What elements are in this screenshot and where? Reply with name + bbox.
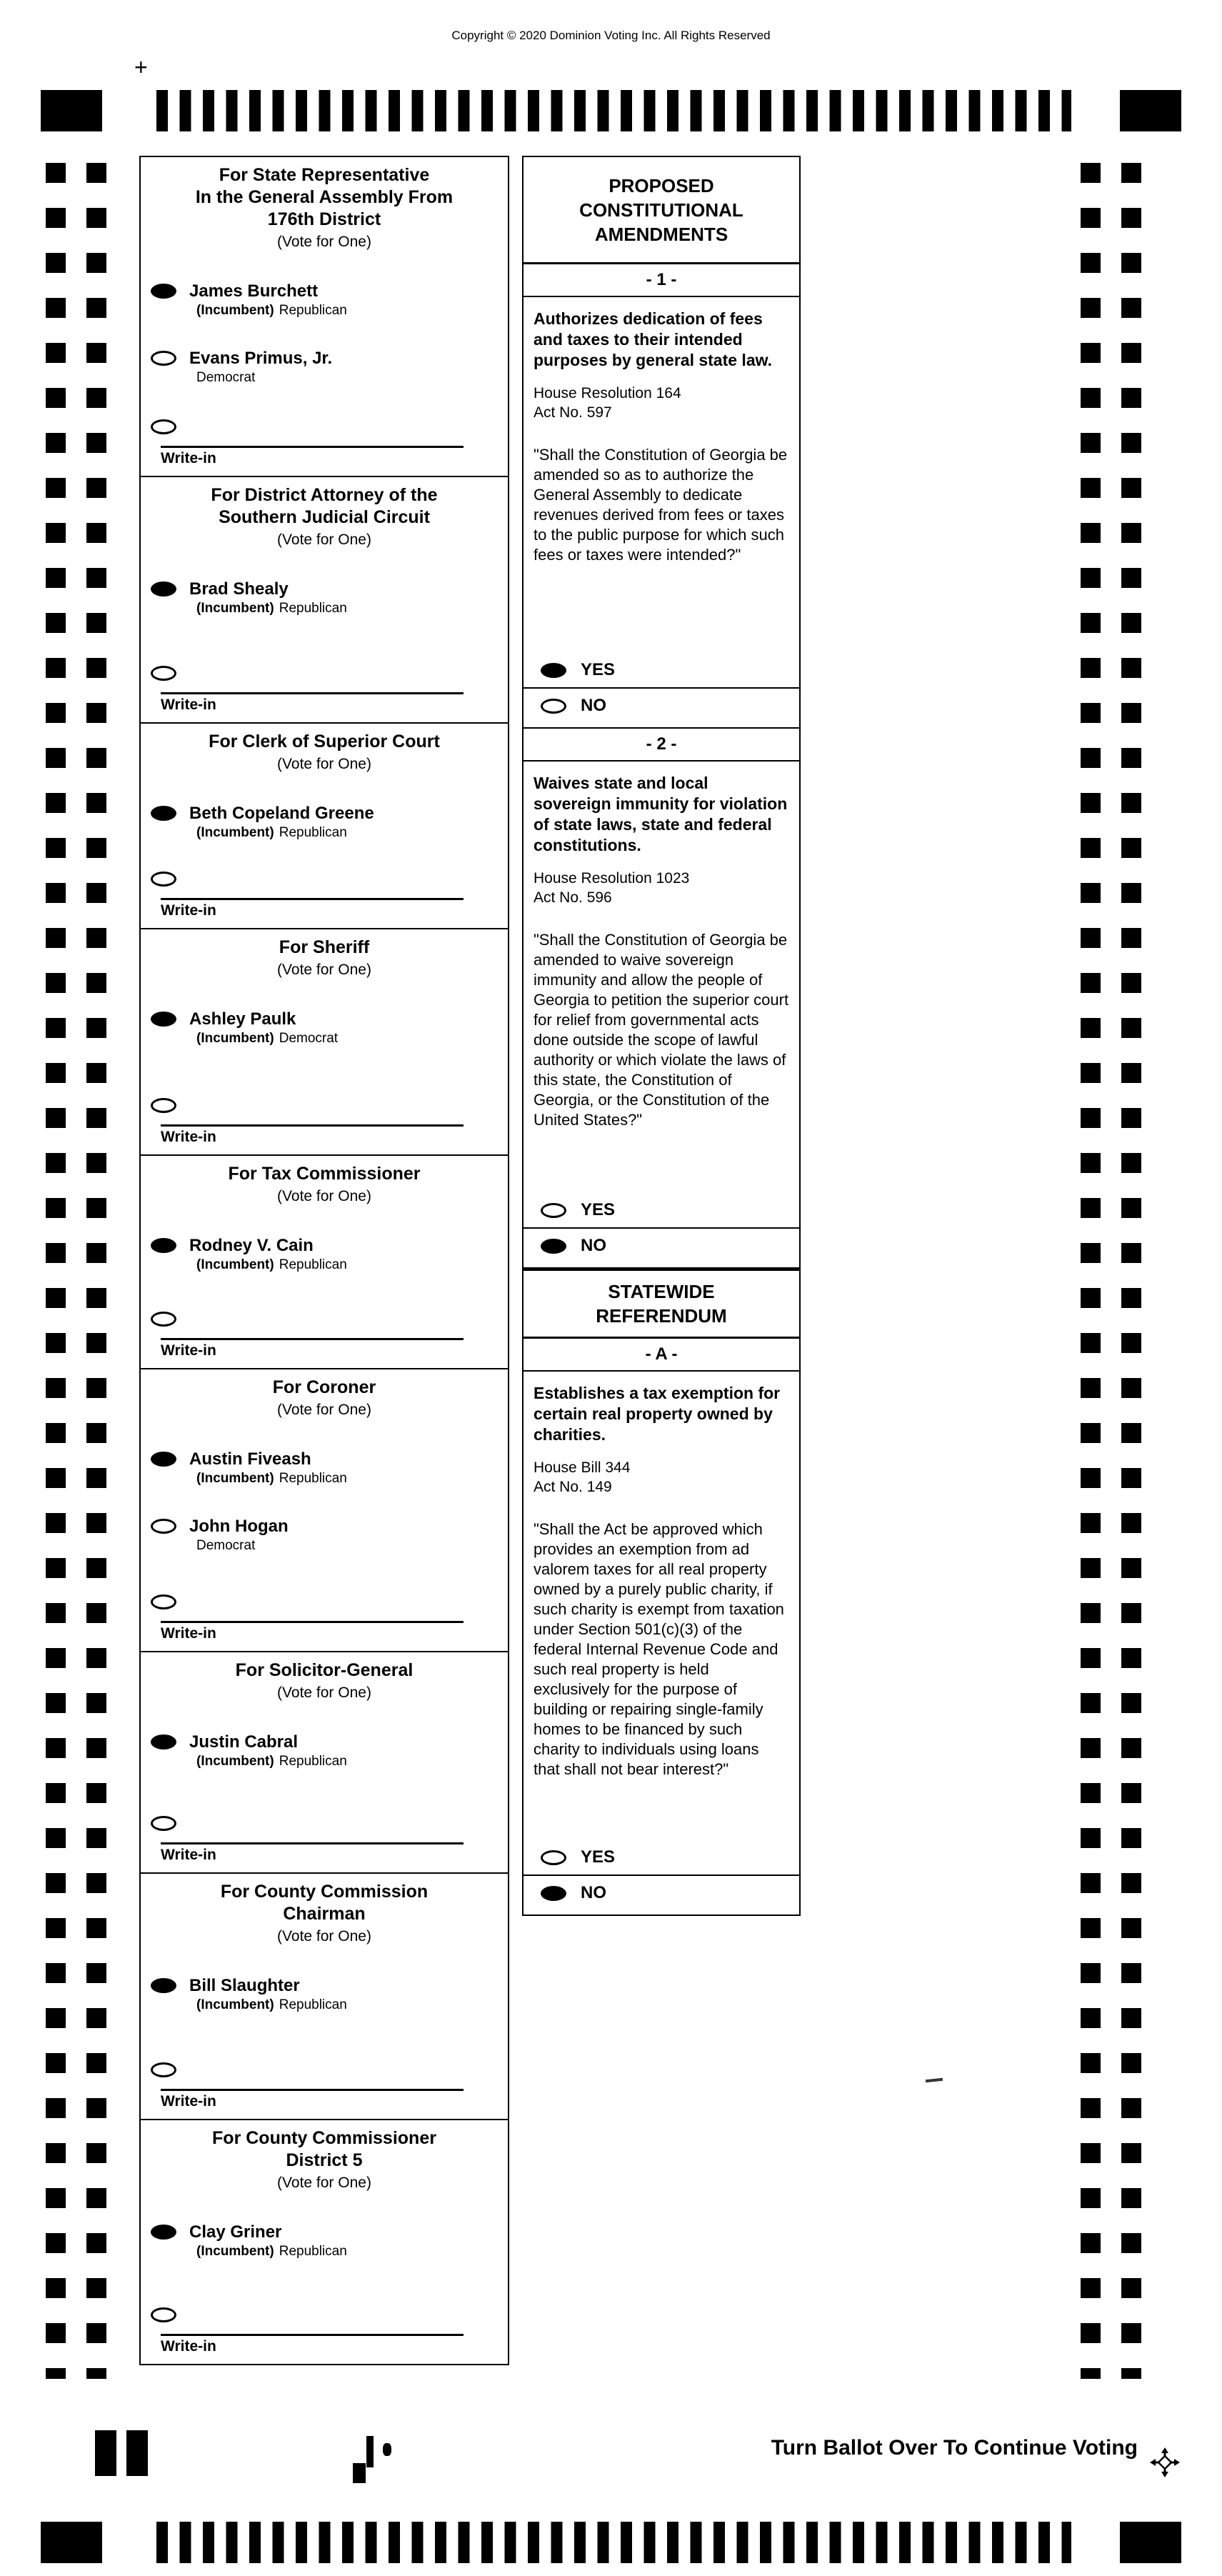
candidate-detail — [189, 1257, 347, 1273]
writein-vote-bubble[interactable] — [151, 1098, 176, 1113]
measure-options — [524, 1193, 799, 1267]
writein-area — [141, 644, 508, 717]
contest-title-line: Southern Judicial Circuit — [219, 507, 430, 527]
timing-bars-bottom — [156, 2522, 1071, 2563]
vote-for-instruction: (Vote for One) — [277, 2175, 371, 2191]
candidate-detail — [189, 1997, 347, 2013]
candidate-info — [189, 281, 347, 319]
contest-title-line: In the General Assembly From — [195, 187, 454, 207]
writein-line[interactable] — [161, 898, 464, 900]
party-label: Democrat — [279, 1031, 339, 1046]
measure-number: - 2 - — [524, 729, 799, 762]
writein-line[interactable] — [161, 1621, 464, 1623]
contest-title-line: For County Commissioner — [212, 2128, 436, 2148]
yes-label: YES — [581, 1200, 616, 1219]
candidate-name: Brad Shealy — [189, 579, 289, 599]
party-label: Republican — [279, 1257, 347, 1272]
vote-for-instruction: (Vote for One) — [277, 1928, 371, 1945]
party-label: Republican — [279, 1471, 347, 1486]
writein-vote-bubble[interactable] — [151, 419, 176, 434]
filled-vote-bubble[interactable] — [541, 1239, 566, 1254]
timing-bars-top — [156, 90, 1071, 131]
incumbent-label: (Incumbent) — [196, 1031, 274, 1046]
contest-section — [141, 1369, 508, 1652]
filled-vote-bubble[interactable] — [151, 806, 176, 821]
timing-marks-top — [41, 90, 1181, 131]
measure-section — [524, 264, 799, 729]
contest-title-line: Chairman — [283, 1904, 366, 1924]
registration-plus-mark: + — [134, 54, 148, 80]
measure-number: - 1 - — [524, 264, 799, 297]
writein-label: Write-in — [161, 2093, 216, 2110]
candidate-row — [141, 1236, 508, 1273]
writein-vote-bubble[interactable] — [151, 1312, 176, 1327]
footer-instruction: Turn Ballot Over To Continue Voting — [771, 2436, 1138, 2460]
candidate-row — [141, 1009, 508, 1047]
writein-area — [141, 1077, 508, 1149]
writein-area — [141, 1573, 508, 1645]
writein-label: Write-in — [161, 1625, 216, 1642]
party-label: Democrat — [196, 370, 256, 385]
filled-vote-bubble[interactable] — [151, 1012, 176, 1027]
measure-header-line: STATEWIDE — [608, 1281, 715, 1302]
copyright-text: Copyright © 2020 Dominion Voting Inc. All Rights Reserved — [451, 29, 771, 42]
measure-summary: Establishes a tax exemption for certain real property owned by charities. — [534, 1384, 781, 1444]
vote-for-instruction: (Vote for One) — [277, 756, 371, 772]
incumbent-label: (Incumbent) — [196, 303, 274, 318]
contest-title-line: For District Attorney of the — [211, 485, 438, 505]
candidate-info — [189, 1449, 347, 1487]
party-label: Republican — [279, 825, 347, 840]
timing-corner-block-top-left — [41, 90, 102, 131]
no-label: NO — [581, 1883, 606, 1902]
contest-section — [141, 477, 508, 724]
writein-area — [141, 850, 508, 922]
writein-area — [141, 398, 508, 470]
empty-vote-bubble[interactable] — [541, 1203, 566, 1218]
candidate-name: Austin Fiveash — [189, 1449, 311, 1469]
writein-vote-bubble[interactable] — [151, 2307, 176, 2322]
contest-section — [141, 1156, 508, 1369]
contest-section — [141, 2120, 508, 2364]
measure-question: "Shall the Constitution of Georgia be amended so as to authorize the General Assembly to dedicate revenues derived from fees or taxes to the public purpose for which such fees or taxes were intended?" — [534, 446, 788, 564]
print-artifact-mark — [366, 2436, 374, 2467]
writein-label: Write-in — [161, 697, 216, 713]
vote-for-instruction: (Vote for One) — [277, 1684, 371, 1701]
filled-vote-bubble[interactable] — [151, 581, 176, 596]
timing-marks-left-outer — [46, 163, 66, 2379]
candidate-row — [141, 579, 508, 616]
filled-vote-bubble[interactable] — [151, 284, 176, 299]
contest-section — [141, 1652, 508, 1874]
no-option-row — [524, 1876, 799, 1910]
filled-vote-bubble[interactable] — [151, 1978, 176, 1993]
incumbent-label: (Incumbent) — [196, 2244, 274, 2259]
writein-line[interactable] — [161, 2334, 464, 2336]
measure-header-line: AMENDMENTS — [594, 223, 728, 245]
measures-column — [522, 156, 801, 1916]
empty-vote-bubble[interactable] — [541, 1850, 566, 1865]
candidate-row — [141, 1517, 508, 1554]
measure-reference: Act No. 597 — [534, 404, 612, 421]
timing-corner-block-top-right — [1120, 90, 1181, 131]
measure-section — [524, 1339, 799, 1914]
contest-title-line: For State Representative — [219, 165, 430, 185]
no-label: NO — [581, 1236, 606, 1255]
contest-title-line: District 5 — [286, 2150, 363, 2170]
party-label: Republican — [279, 2244, 347, 2259]
candidate-detail — [189, 600, 347, 616]
incumbent-label: (Incumbent) — [196, 1257, 274, 1272]
measure-group-header — [524, 1269, 799, 1339]
filled-vote-bubble[interactable] — [541, 1886, 566, 1901]
stray-scan-mark — [926, 2078, 943, 2082]
party-label: Republican — [279, 1754, 347, 1769]
candidate-detail — [189, 2243, 347, 2260]
contest-section — [141, 1874, 508, 2120]
candidate-name: Evans Primus, Jr. — [189, 349, 333, 368]
no-option-row — [524, 689, 799, 723]
contest-title-line: For Coroner — [272, 1377, 376, 1397]
writein-area — [141, 2286, 508, 2358]
writein-label: Write-in — [161, 1342, 216, 1359]
filled-vote-bubble[interactable] — [151, 2225, 176, 2240]
party-label: Republican — [279, 1997, 347, 2012]
writein-label: Write-in — [161, 1129, 216, 1145]
writein-vote-bubble[interactable] — [151, 2062, 176, 2077]
yes-option-row — [524, 653, 799, 687]
measure-reference: Act No. 596 — [534, 889, 612, 906]
candidate-name: James Burchett — [189, 281, 319, 301]
candidate-info — [189, 804, 374, 841]
measure-number: - A - — [524, 1339, 799, 1372]
yes-option-row — [524, 1193, 799, 1227]
print-artifact-bar — [126, 2430, 148, 2476]
candidate-row — [141, 2222, 508, 2260]
measure-options — [524, 1840, 799, 1914]
writein-line[interactable] — [161, 1842, 464, 1844]
vote-for-instruction: (Vote for One) — [277, 531, 371, 548]
timing-marks-right-outer — [1121, 163, 1141, 2379]
print-artifact-mark — [353, 2463, 366, 2483]
measure-header-line: PROPOSED — [609, 174, 714, 196]
candidate-row — [141, 1732, 508, 1769]
measure-section — [524, 729, 799, 1269]
writein-label: Write-in — [161, 902, 216, 919]
candidate-info — [189, 1009, 338, 1047]
candidate-detail — [189, 1537, 289, 1554]
party-label: Republican — [279, 303, 347, 318]
writein-label: Write-in — [161, 1847, 216, 1863]
timing-marks-left-inner — [86, 163, 106, 2379]
timing-marks-right-inner — [1081, 163, 1101, 2379]
candidate-info — [189, 1976, 347, 2013]
no-label: NO — [581, 696, 606, 715]
incumbent-label: (Incumbent) — [196, 1997, 274, 2012]
measure-group-header — [524, 157, 799, 264]
measure-header-line: REFERENDUM — [596, 1305, 727, 1327]
candidate-info — [189, 349, 332, 386]
vote-for-instruction: (Vote for One) — [277, 1402, 371, 1418]
contest-section — [141, 929, 508, 1156]
vote-for-instruction: (Vote for One) — [277, 234, 371, 250]
yes-label: YES — [581, 1847, 616, 1867]
contest-section — [141, 157, 508, 477]
incumbent-label: (Incumbent) — [196, 1754, 274, 1769]
writein-vote-bubble[interactable] — [151, 872, 176, 887]
party-label: Democrat — [196, 1538, 256, 1553]
candidate-info — [189, 579, 347, 616]
crosshair-registration-icon — [1148, 2446, 1181, 2479]
contest-title-line: For Sheriff — [279, 937, 370, 957]
filled-vote-bubble[interactable] — [541, 663, 566, 678]
measure-reference: House Bill 344 — [534, 1459, 631, 1476]
incumbent-label: (Incumbent) — [196, 825, 274, 840]
print-artifact-mark — [383, 2443, 391, 2456]
measure-reference: Act No. 149 — [534, 1479, 612, 1495]
print-artifact-bar — [95, 2430, 116, 2476]
measure-question: "Shall the Act be approved which provides an exemption from ad valorem taxes for all real property owned by a purely public charity, if such charity is exempt from taxation under Section 501(c)(3) of the federal Internal Revenue Code and such real property is held exclusively for the purpose of building or repairing single-family homes to be financed by such charity to individuals using loans that shall not bear interest?" — [534, 1520, 784, 1778]
timing-marks-bottom — [41, 2522, 1181, 2563]
no-option-row — [524, 1229, 799, 1263]
candidate-detail — [189, 369, 332, 386]
contest-title-line: For Clerk of Superior Court — [209, 732, 440, 752]
writein-line[interactable] — [161, 1124, 464, 1127]
candidate-info — [189, 1517, 289, 1554]
candidate-row — [141, 1449, 508, 1487]
contest-title-line: 176th District — [267, 209, 381, 229]
incumbent-label: (Incumbent) — [196, 601, 274, 616]
writein-label: Write-in — [161, 450, 216, 466]
writein-label: Write-in — [161, 2338, 216, 2355]
candidate-row — [141, 1976, 508, 2013]
writein-vote-bubble[interactable] — [151, 1816, 176, 1831]
candidate-name: Bill Slaughter — [189, 1976, 300, 1995]
contest-title-line: For Tax Commissioner — [228, 1164, 421, 1184]
filled-vote-bubble[interactable] — [151, 1734, 176, 1749]
candidate-info — [189, 1236, 347, 1273]
candidate-detail — [189, 1753, 347, 1769]
candidate-detail — [189, 824, 374, 841]
candidate-info — [189, 1732, 347, 1769]
contest-section — [141, 724, 508, 929]
yes-option-row — [524, 1840, 799, 1874]
writein-area — [141, 1794, 508, 1867]
candidate-detail — [189, 1470, 347, 1487]
candidate-detail — [189, 302, 347, 319]
incumbent-label: (Incumbent) — [196, 1471, 274, 1486]
candidate-name: Clay Griner — [189, 2222, 282, 2242]
measure-question: "Shall the Constitution of Georgia be amended to waive sovereign immunity and allow the people of Georgia to petition the superior court for relief from governmental acts done outside the scope of lawful authority or which violate the laws of this state, the Constitution of Georgia, or the Constitution of the United States?" — [534, 931, 789, 1129]
writein-line[interactable] — [161, 2089, 464, 2091]
writein-line[interactable] — [161, 692, 464, 694]
yes-label: YES — [581, 660, 616, 679]
writein-line[interactable] — [161, 446, 464, 448]
candidate-detail — [189, 1030, 338, 1047]
candidate-row — [141, 804, 508, 841]
writein-area — [141, 2041, 508, 2113]
vote-for-instruction: (Vote for One) — [277, 1188, 371, 1204]
candidate-row — [141, 281, 508, 319]
filled-vote-bubble[interactable] — [151, 1452, 176, 1467]
empty-vote-bubble[interactable] — [151, 351, 176, 366]
vote-for-instruction: (Vote for One) — [277, 962, 371, 978]
candidate-name: John Hogan — [189, 1517, 289, 1536]
candidate-name: Ashley Paulk — [189, 1009, 296, 1029]
candidate-row — [141, 349, 508, 386]
candidate-name: Justin Cabral — [189, 1732, 299, 1752]
measure-summary: Waives state and local sovereign immunity for violation of state laws, state and federal constitutions. — [534, 774, 788, 854]
candidate-name: Beth Copeland Greene — [189, 804, 374, 823]
candidate-info — [189, 2222, 347, 2260]
contest-title-line: For Solicitor-General — [235, 1660, 414, 1680]
contests-column — [139, 156, 509, 2365]
candidate-name: Rodney V. Cain — [189, 1236, 314, 1255]
filled-vote-bubble[interactable] — [151, 1238, 176, 1253]
empty-vote-bubble[interactable] — [541, 699, 566, 714]
measure-reference: House Resolution 164 — [534, 385, 681, 401]
timing-corner-block-bottom-right — [1120, 2522, 1181, 2563]
writein-area — [141, 1290, 508, 1362]
empty-vote-bubble[interactable] — [151, 1519, 176, 1534]
writein-vote-bubble[interactable] — [151, 666, 176, 681]
measure-header-line: CONSTITUTIONAL — [579, 199, 743, 221]
measure-options — [524, 653, 799, 727]
writein-line[interactable] — [161, 1338, 464, 1340]
measure-summary: Authorizes dedication of fees and taxes to their intended purposes by general state law. — [534, 309, 773, 369]
contest-title-line: For County Commission — [220, 1882, 429, 1902]
writein-vote-bubble[interactable] — [151, 1594, 176, 1609]
timing-corner-block-bottom-left — [41, 2522, 102, 2563]
measure-reference: House Resolution 1023 — [534, 870, 690, 887]
party-label: Republican — [279, 601, 347, 616]
